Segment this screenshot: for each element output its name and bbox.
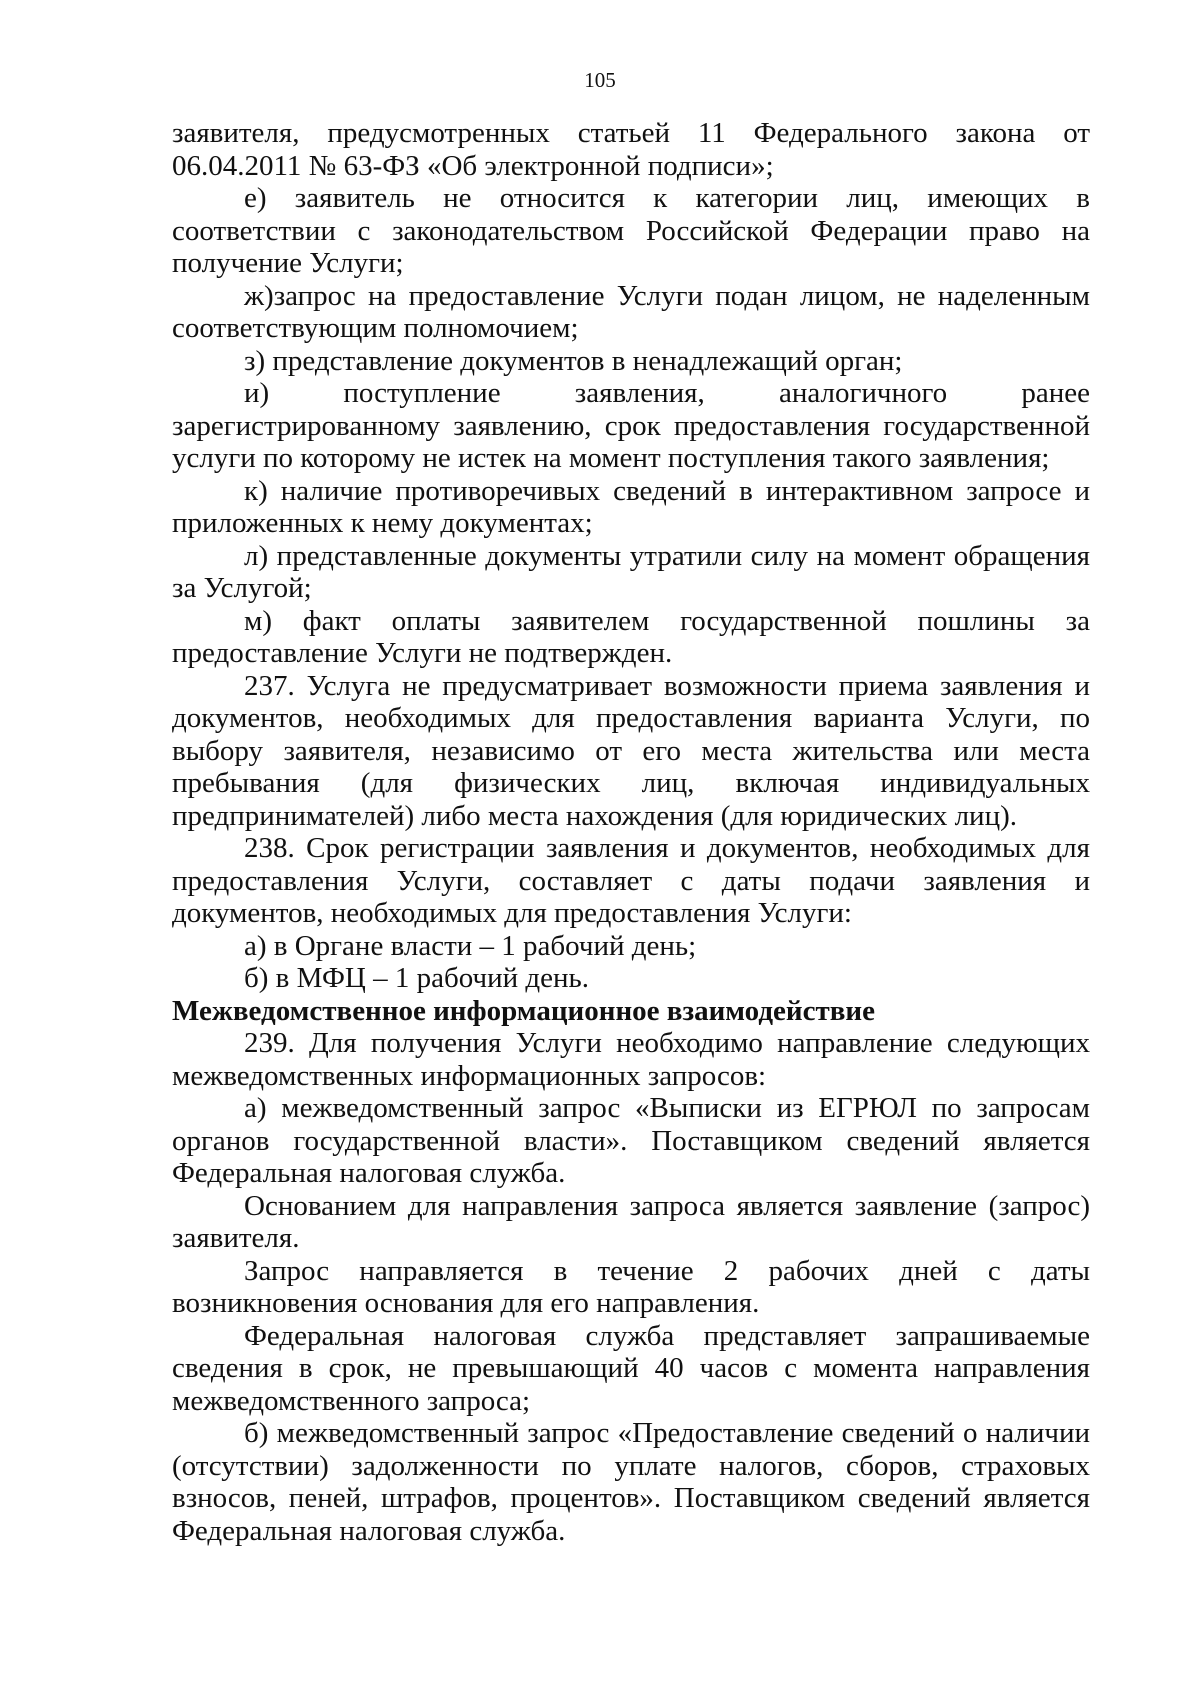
paragraph: заявителя, предусмотренных статьей 11 Федерального закона от 06.04.2011 № 63-ФЗ «Об электронной подписи»; xyxy=(172,117,1090,182)
paragraph: з) представление документов в ненадлежащий орган; xyxy=(244,344,903,377)
paragraph: е) заявитель не относится к категории лиц, имеющих в соответствии с законодательством Российской Федерации право на получение Услуги; xyxy=(172,182,1090,279)
paragraph: а) межведомственный запрос «Выписки из ЕГРЮЛ по запросам органов государственной власти». Поставщиком сведений является Федеральная налоговая служба. xyxy=(172,1092,1090,1189)
paragraph: 239. Для получения Услуги необходимо направление следующих межведомственных информационных запросов: xyxy=(172,1027,1090,1092)
document-body xyxy=(172,117,1090,1547)
paragraph: б) в МФЦ – 1 рабочий день. xyxy=(244,962,589,994)
paragraph: к) наличие противоречивых сведений в интерактивном запросе и приложенных к нему документах; xyxy=(172,474,1090,539)
paragraph: а) в Органе власти – 1 рабочий день; xyxy=(244,929,697,962)
section-heading: Межведомственное информационное взаимодействие xyxy=(172,994,875,1027)
paragraph: Запрос направляется в течение 2 рабочих дней с даты возникновения основания для его направления. xyxy=(172,1254,1090,1319)
paragraph: м) факт оплаты заявителем государственной пошлины за предоставление Услуги не подтвержден. xyxy=(172,604,1090,669)
paragraph: 238. Срок регистрации заявления и документов, необходимых для предоставления Услуги, составляет с даты подачи заявления и документов, необходимых для предоставления Услуги: xyxy=(172,832,1090,929)
paragraph: б) межведомственный запрос «Предоставление сведений о наличии (отсутствии) задолженности по уплате налогов, сборов, страховых взносов, пеней, штрафов, процентов». Поставщиком сведений является Федеральная налоговая служба. xyxy=(172,1417,1090,1547)
paragraph: Федеральная налоговая служба представляет запрашиваемые сведения в срок, не превышающий 40 часов с момента направления межведомственного запроса; xyxy=(172,1319,1090,1417)
paragraph: и) поступление заявления, аналогичного ранее зарегистрированному заявлению, срок предоставления государственной услуги по которому не истек на момент поступления такого заявления; xyxy=(172,377,1090,474)
page-number: 105 xyxy=(584,68,616,92)
paragraph: 237. Услуга не предусматривает возможности приема заявления и документов, необходимых для предоставления варианта Услуги, по выбору заявителя, независимо от его места жительства или места пребывания (для физических лиц, включая индивидуальных предпринимателей) либо места нахождения (для юридических лиц). xyxy=(172,669,1090,832)
paragraph: л) представленные документы утратили силу на момент обращения за Услугой; xyxy=(172,539,1090,604)
paragraph: Основанием для направления запроса является заявление (запрос) заявителя. xyxy=(172,1189,1090,1254)
paragraph: ж)запрос на предоставление Услуги подан лицом, не наделенным соответствующим полномочием; xyxy=(172,279,1090,344)
